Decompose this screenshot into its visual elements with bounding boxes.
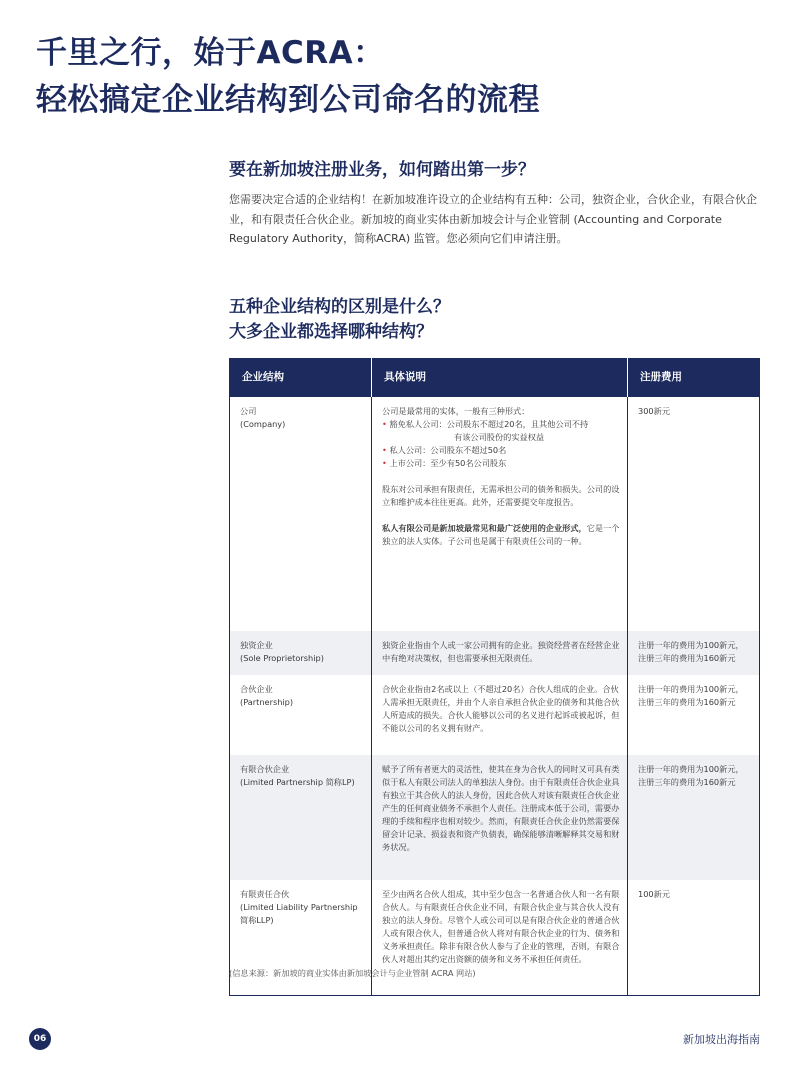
company-bullet-exempt: • 豁免私人公司：公司股东不超过20名，且其他公司不持 xyxy=(382,419,589,429)
table-header-row xyxy=(230,358,760,397)
sole-description: 独资企业指由个人或一家公司拥有的企业。独资经营者在经营企业中有绝对决策权，但也需要承担无限责任。 xyxy=(372,631,628,675)
section1-heading: 要在新加坡注册业务，如何踏出第一步？ xyxy=(229,160,535,180)
sole-name-cell xyxy=(230,631,372,675)
table-row-sole xyxy=(230,631,760,675)
page-number-badge: 06 xyxy=(29,1028,51,1050)
table-row-partnership xyxy=(230,675,760,755)
sole-fee-cell xyxy=(628,631,760,675)
llp-name-en-cont: 简称LLP) xyxy=(240,915,274,925)
company-name-cn: 公司 xyxy=(240,406,257,416)
page-title-line1: 千里之行，始于ACRA： xyxy=(36,35,385,71)
company-intro: 公司是最常用的实体，一般有三种形式： xyxy=(382,406,530,416)
bullet-dot-icon: • xyxy=(382,419,390,429)
source-note: (信息来源：新加坡的商业实体由新加坡会计与企业管制 ACRA 网站) xyxy=(229,968,476,978)
header-structure: 企业结构 xyxy=(230,358,372,397)
partnership-fee-3year: 注册三年的费用为160新元 xyxy=(638,697,736,707)
company-note-bold: 私人有限公司是新加坡最常见和最广泛使用的企业形式， xyxy=(382,523,587,533)
section2-heading xyxy=(229,295,769,345)
sole-fee-1year: 注册一年的费用为100新元， xyxy=(638,640,744,650)
company-bullet-public: • 上市公司：至少有50名公司股东 xyxy=(382,458,507,468)
llp-description: 至少由两名合伙人组成，其中至少包含一名普通合伙人和一名有限合伙人。与有限责任合伙企业不同，有限合伙企业与其合伙人没有独立的法人身份。尽管个人或公司可以是有限合伙企业的普通合伙人或有限合伙人，但普通合伙人将对有限合伙企业的行为、债务和义务承担责任。除非有限合伙人参与了企业的管理，否则，有限合伙人对超出其约定出资额的债务和义务不承担任何责任。 xyxy=(372,880,628,995)
llp-name-cn: 有限责任合伙 xyxy=(240,889,290,899)
company-liability-text: 股东对公司承担有限责任，无需承担公司的债务和损失。公司的设立和维护成本往往更高。此外，还需要提交年度报告。 xyxy=(382,484,620,507)
company-fee: 300新元 xyxy=(638,406,671,416)
company-bullet-private: • 私人公司：公司股东不超过50名 xyxy=(382,445,507,455)
table-row-company xyxy=(230,397,760,631)
sole-fee-3year: 注册三年的费用为160新元 xyxy=(638,653,736,663)
section1-body: 您需要决定合适的企业结构！在新加坡准许设立的企业结构有五种：公司，独资企业，合伙企业，有限合伙企业，和有限责任合伙企业。新加坡的商业实体由新加坡会计与企业管制 (Accounting and Corporate Regulatory Authority，简称ACRA) 监管。您必须向它们申请注册。 xyxy=(229,193,757,245)
sole-name-cn: 独资企业 xyxy=(240,640,273,650)
table-row-lp xyxy=(230,755,760,880)
lp-fee-cell xyxy=(628,755,760,880)
footer-guide-title: 新加坡出海指南 xyxy=(683,1033,760,1046)
lp-fee-3year: 注册三年的费用为160新元 xyxy=(638,777,736,787)
company-note-rest: 它是一个独立的法人实体。子公司也是属于有限责任公司的一种。 xyxy=(382,523,620,546)
bullet-dot-icon: • xyxy=(382,445,390,455)
section2-heading-line2: 大多企业都选择哪种结构？ xyxy=(229,322,433,342)
sole-name-en: (Sole Proprietorship) xyxy=(240,653,324,663)
lp-description: 赋予了所有者更大的灵活性，使其在身为合伙人的同时又可具有类似于私人有限公司法人的单独法人身份。由于有限责任合伙企业具有独立于其合伙人的法人身份，因此合伙人对该有限责任合伙企业产生的任何商业债务不承担个人责任。注册成本低于公司，需要办理的手续和程序也相对较少。然而，有限责任合伙企业仍然需要保留会计记录、损益表和资产负债表，确保能够清晰解释其交易和财务状况。 xyxy=(372,755,628,880)
company-fee-cell xyxy=(628,397,760,631)
page-title xyxy=(36,30,776,124)
lp-fee-1year: 注册一年的费用为100新元， xyxy=(638,764,744,774)
lp-name-cn: 有限合伙企业 xyxy=(240,764,290,774)
partnership-fee-1year: 注册一年的费用为100新元， xyxy=(638,684,744,694)
lp-name-cell xyxy=(230,755,372,880)
lp-name-en: (Limited Partnership 简称LP) xyxy=(240,777,355,787)
partnership-description: 合伙企业指由2名或以上（不超过20名）合伙人组成的企业。合伙人需承担无限责任，并由个人亲自承担合伙企业的债务和其他合伙人所造成的损失。合伙人能够以公司的名义进行起诉或被起诉，但不能以公司的名义拥有财产。 xyxy=(372,675,628,755)
company-note xyxy=(382,522,621,548)
llp-fee: 100新元 xyxy=(638,889,671,899)
partnership-name-cell xyxy=(230,675,372,755)
company-name-en: (Company) xyxy=(240,419,286,429)
partnership-name-en: (Partnership) xyxy=(240,697,294,707)
section2-heading-line1: 五种企业结构的区别是什么？ xyxy=(229,297,450,317)
company-bullet-exempt-cont: 有该公司股份的实益权益 xyxy=(454,432,545,442)
header-fee: 注册费用 xyxy=(628,358,760,397)
header-description: 具体说明 xyxy=(372,358,628,397)
company-name-cell xyxy=(230,397,372,631)
page-title-line2: 轻松搞定企业结构到公司命名的流程 xyxy=(36,82,540,118)
partnership-fee-cell xyxy=(628,675,760,755)
llp-name-en: (Limited Liability Partnership xyxy=(240,902,358,912)
business-structures-table xyxy=(229,358,760,996)
partnership-name-cn: 合伙企业 xyxy=(240,684,273,694)
bullet-dot-icon: • xyxy=(382,458,390,468)
company-description-cell xyxy=(372,397,628,631)
